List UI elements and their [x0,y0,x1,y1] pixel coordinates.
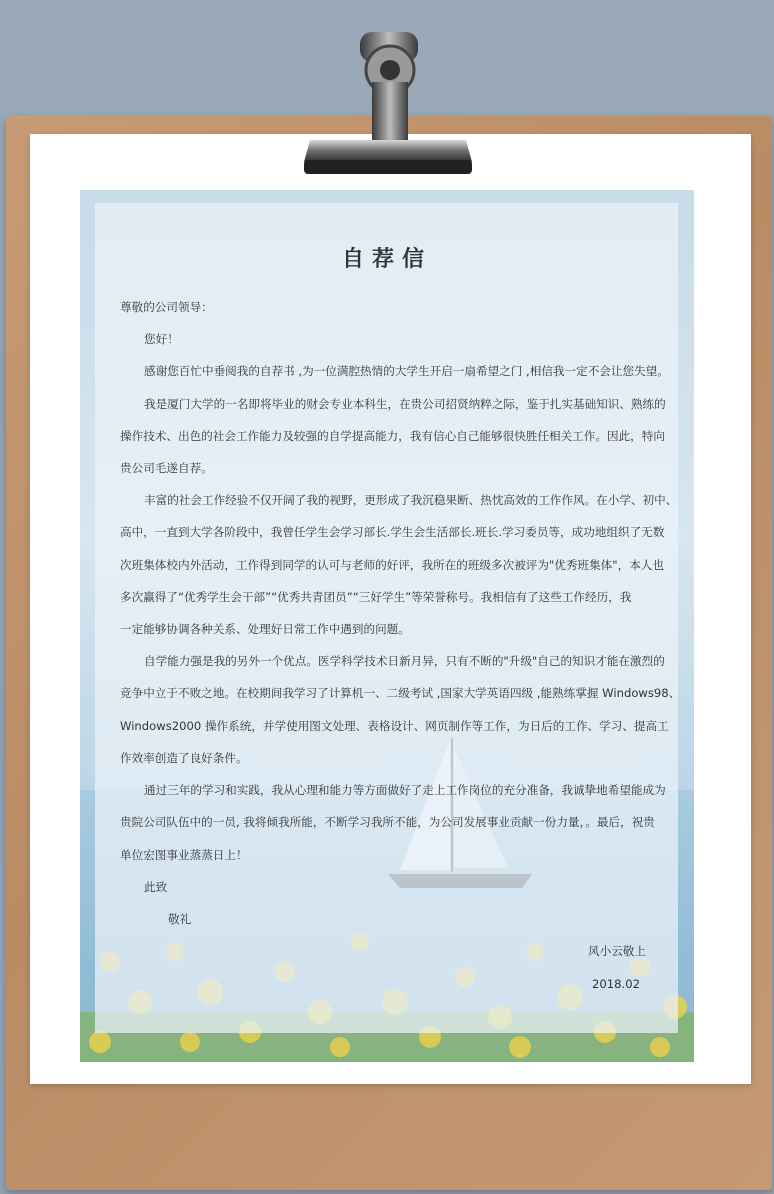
letter-line: 一定能够协调各种关系、处理好日常工作中遇到的问题。 [120,622,410,636]
letter-line: 贵公司毛遂自荐。 [120,461,213,475]
letter-salutation: 尊敬的公司领导： [120,300,213,314]
letter-line: 次班集体校内外活动，工作得到同学的认可与老师的好评，我所在的班级多次被评为"优秀班集体"，本人也 [120,558,664,572]
letter-line: 操作技术、出色的社会工作能力及较强的自学提高能力，我有信心自己能够很快胜任相关工作。因此，特向 [120,429,665,443]
letter-greeting: 您好！ [144,332,179,346]
letter-line: 贵院公司队伍中的一员, 我将倾我所能，不断学习我所不能，为公司发展事业贡献一份力量，。最后，祝贵 [120,815,655,829]
letter-line: 竞争中立于不败之地。在校期间我学习了计算机一、二级考试 ,国家大学英语四级 ,能熟练掌握 Windows98、 [120,686,681,700]
letter-date: 2018.02 [592,977,640,991]
letter-line: 自学能力强是我的另外一个优点。医学科学技术日新月异，只有不断的"升级"自己的知识才能在激烈的 [144,654,665,668]
letter-closing-salute: 敬礼 [168,912,192,926]
letter-line: 作效率创造了良好条件。 [120,751,248,765]
letter-line: Windows2000 操作系统，并学使用图文处理、表格设计、网页制作等工作，为日后的工作、学习、提高工 [120,719,669,733]
letter-text-panel [95,203,681,1033]
letter-signature: 风小云敬上 [588,944,646,958]
letter-line: 多次赢得了“优秀学生会干部”“优秀共青团员”“三好学生”等荣誉称号。我相信有了这些工作经历，我 [120,590,632,604]
letter-line: 丰富的社会工作经验不仅开阔了我的视野，更形成了我沉稳果断、热忱高效的工作作风。在小学、初中、 [144,493,678,507]
binder-clip-icon [300,22,476,182]
letter-line: 通过三年的学习和实践，我从心理和能力等方面做好了走上工作岗位的充分准备，我诚挚地希望能成为 [144,783,666,797]
letter-line: 感谢您百忙中垂阅我的自荐书 ,为一位满腔热情的大学生开启一扇希望之门 ,相信我一定不会让您失望。 [144,364,669,378]
letter-line: 高中，一直到大学各阶段中，我曾任学生会学习部长.学生会生活部长.班长.学习委员等，成功地组织了无数 [120,525,665,539]
letter-line: 我是厦门大学的一名即将毕业的财会专业本科生，在贵公司招贤纳粹之际，鉴于扎实基础知识、熟练的 [144,397,666,411]
letter-closing: 此致 [144,880,168,894]
letter-line: 单位宏图事业蒸蒸日上！ [120,848,248,862]
letter-title: 自荐信 [341,247,432,272]
